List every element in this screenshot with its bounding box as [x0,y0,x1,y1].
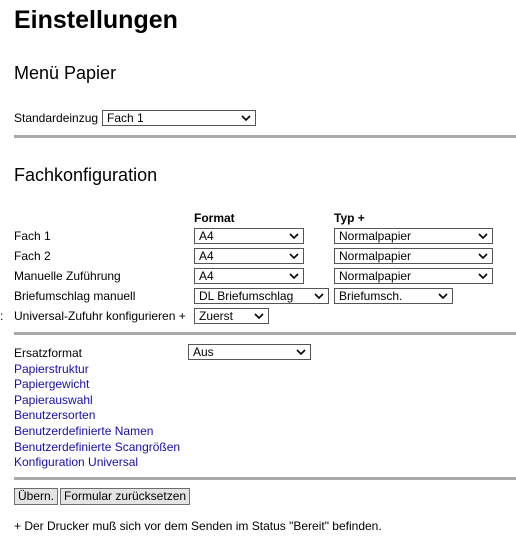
divider [14,332,516,335]
link-universal-setup[interactable]: Konfiguration Universal [14,455,139,469]
section-title-tray-config: Fachkonfiguration [14,165,158,185]
chevron-down-icon [289,253,299,260]
chevron-down-icon [296,349,306,356]
tray-2-type-value: Normalpapier [339,249,412,263]
chevron-down-icon [478,273,488,280]
substitute-size-label: Ersatzformat [14,346,83,360]
tray-1-type-value: Normalpapier [339,229,412,243]
chevron-down-icon [289,273,299,280]
chevron-down-icon [478,253,488,260]
universal-prefix: : [0,309,4,323]
tray-2-type-select[interactable] [334,248,493,264]
footnote: + Der Drucker muß sich vor dem Senden im Status "Bereit" befinden. [14,519,382,533]
envelope-manual-format-value: DL Briefumschlag [199,289,294,303]
page-title: Einstellungen [14,6,178,34]
section-title-paper-menu: Menü Papier [14,63,117,83]
universal-config-label: Universal-Zufuhr konfigurieren + [14,309,186,323]
chevron-down-icon [241,115,251,122]
tray-label: Briefumschlag manuell [14,289,136,303]
substitute-size-select[interactable] [188,344,311,360]
tray-1-type-select[interactable] [334,228,493,244]
standard-source-label: Standardeinzug [14,111,99,125]
chevron-down-icon [438,293,448,300]
reset-form-button[interactable]: Formular zurücksetzen [60,488,190,505]
link-paper-weight[interactable]: Papiergewicht [14,377,90,391]
chevron-down-icon [254,313,264,320]
chevron-down-icon [289,233,299,240]
link-paper-loading[interactable]: Papierauswahl [14,393,93,407]
tray-label: Fach 1 [14,229,51,243]
manual-feed-format-select[interactable] [194,268,304,284]
tray-label: Fach 2 [14,249,51,263]
envelope-manual-type-select[interactable] [334,288,453,304]
link-custom-names[interactable]: Benutzerdefinierte Namen [14,424,154,438]
tray-2-format-select[interactable] [194,248,304,264]
link-paper-texture[interactable]: Papierstruktur [14,362,89,376]
standard-source-select[interactable] [102,110,256,126]
chevron-down-icon [314,293,324,300]
column-header-format: Format [194,211,235,225]
link-custom-types[interactable]: Benutzersorten [14,408,96,422]
manual-feed-type-value: Normalpapier [339,269,412,283]
manual-feed-type-select[interactable] [334,268,493,284]
manual-feed-format-value: A4 [199,269,214,283]
chevron-down-icon [478,233,488,240]
tray-2-format-value: A4 [199,249,214,263]
divider [14,135,516,138]
universal-config-value: Zuerst [199,309,234,323]
tray-1-format-value: A4 [199,229,214,243]
envelope-manual-type-value: Briefumsch. [339,289,403,303]
submit-button[interactable]: Übern. [14,488,58,505]
universal-config-select[interactable] [194,308,269,324]
divider [14,477,516,480]
column-header-type: Typ + [334,211,365,225]
substitute-size-value: Aus [193,345,214,359]
tray-1-format-select[interactable] [194,228,304,244]
standard-source-value: Fach 1 [107,111,144,125]
tray-label: Manuelle Zuführung [14,269,121,283]
link-custom-scan-sizes[interactable]: Benutzerdefinierte Scangrößen [14,440,181,454]
envelope-manual-format-select[interactable] [194,288,329,304]
